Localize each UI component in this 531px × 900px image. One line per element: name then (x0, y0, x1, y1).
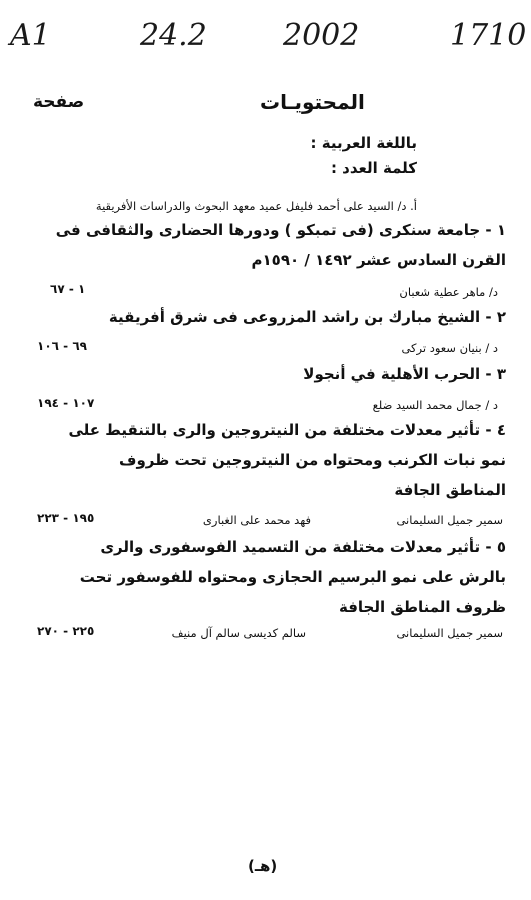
entry-1-line-1: ١ - جامعة سنكرى (فى تمبكو ) ودورها الحضارى والثقافى فى (55, 221, 506, 239)
entry-5-author-2: سالم كديسى سالم آل منيف (171, 626, 306, 640)
entry-2-author: د / بنيان سعود تركى (401, 341, 498, 355)
entry-3-line-1: ٣ - الحرب الأهلية في أنجولا (303, 365, 506, 383)
entry-5-line-2: بالرش على نمو البرسيم الحجازى ومحتواه للفوسفور تحت (79, 568, 506, 586)
entry-5-pages: ٢٢٥ - ٢٧٠ (37, 624, 95, 638)
entry-2-pages: ٦٩ - ١٠٦ (37, 339, 87, 353)
entry-5-author-1: سمير جميل السليمانى (396, 626, 503, 640)
handwritten-code: A1 (10, 18, 51, 53)
handwritten-year: 2002 (283, 18, 360, 53)
page-column-label: صفحة (33, 92, 85, 112)
entry-4-author-1: سمير جميل السليمانى (396, 513, 503, 527)
entry-3-author: د / جمال محمد السيد ضلع (372, 398, 498, 412)
section-arabic: باللغة العربية : (310, 134, 417, 152)
entry-4-line-1: ٤ - تأثير معدلات مختلفة من النيتروجين والرى بالتنقيط على (68, 421, 506, 439)
entry-5-line-3: ظروف المناطق الجافة (338, 598, 506, 616)
entry-4-line-3: المناطق الجافة (394, 481, 506, 499)
entry-4-author-2: فهد محمد على الغبارى (202, 513, 311, 527)
editorial-author: أ. د/ السيد على أحمد فليفل عميد معهد البحوث والدراسات الأفريقية (95, 199, 417, 213)
page-title: المحتويـات (260, 90, 365, 114)
entry-5-line-1: ٥ - تأثير معدلات مختلفة من التسميد الفوسفورى والرى (100, 538, 506, 556)
handwritten-date: 24.2 (140, 18, 207, 53)
entry-1-pages: ١ - ٦٧ (50, 282, 86, 296)
entry-1-author: د/ ماهر عطية شعبان (399, 285, 498, 299)
handwritten-number: 1710 (450, 18, 527, 53)
entry-4-pages: ١٩٥ - ٢٢٣ (37, 511, 95, 525)
entry-1-line-2: القرن السادس عشر ١٤٩٢ / ١٥٩٠م (251, 251, 506, 269)
entry-2-line-1: ٢ - الشيخ مبارك بن راشد المزروعى فى شرق أفريقية (108, 308, 506, 326)
entry-4-line-2: نمو نبات الكرنب ومحتواه من النيتروجين تحت ظروف (119, 451, 506, 469)
section-editorial: كلمة العدد : (330, 159, 417, 177)
page-number: (هـ) (248, 857, 278, 875)
entry-3-pages: ١٠٧ - ١٩٤ (37, 396, 95, 410)
